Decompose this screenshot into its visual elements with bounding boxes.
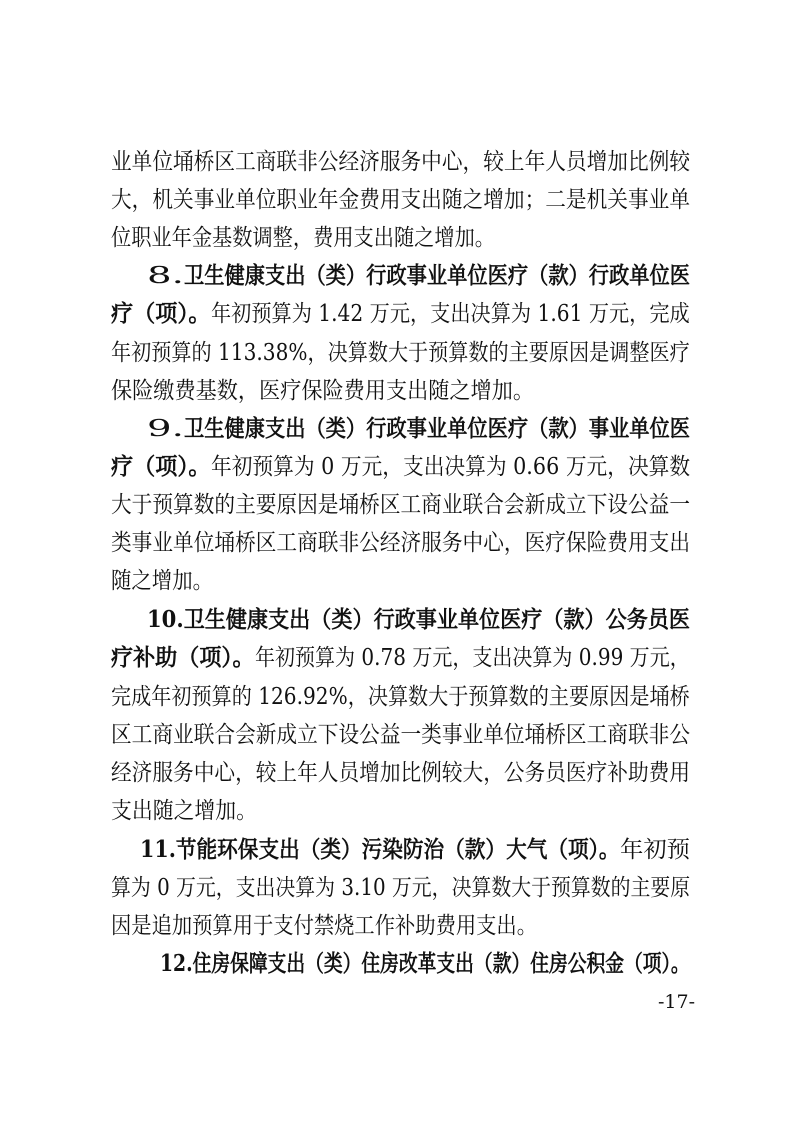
bold-heading-text [140, 830, 620, 870]
text-line [0, 294, 793, 334]
text-line [0, 485, 793, 525]
text-line [0, 333, 793, 373]
body-text-segment [111, 485, 690, 525]
text-run: 疗（项）。 [111, 300, 211, 327]
body-text-segment [111, 791, 257, 831]
text-run: 12.住房保障支出（类）住房改革支出（款）住房公积金（项）。 [160, 950, 690, 977]
text-line [0, 868, 793, 908]
body-text-segment [111, 333, 690, 373]
text-line [0, 371, 793, 411]
body-text-segment [620, 830, 690, 870]
body-text-segment [111, 868, 690, 908]
text-line [0, 447, 793, 487]
text-run: 疗（项）。 [111, 453, 211, 480]
bold-heading-text [160, 944, 690, 984]
text-line [0, 906, 793, 946]
bold-heading-text [111, 447, 211, 487]
bold-heading-text [111, 294, 211, 334]
text-run: 类事业单位埇桥区工商联非公经济服务中心，医疗保险费用支出 [111, 530, 690, 556]
body-text-segment [147, 256, 184, 296]
text-line [0, 600, 793, 640]
text-line [0, 638, 793, 678]
text-run: 大，机关事业单位职业年金费用支出随之增加；二是机关事业单 [111, 187, 690, 213]
text-line [0, 830, 793, 870]
text-line [0, 715, 793, 755]
bold-heading-text [184, 409, 690, 449]
text-line [0, 791, 793, 831]
text-line [0, 180, 793, 220]
text-run: 年初预算为 0 万元，支出决算为 0.66 万元，决算数 [211, 454, 690, 480]
body-text-segment [111, 715, 690, 755]
text-run: 支出随之增加。 [111, 798, 257, 824]
body-text-segment [111, 142, 690, 182]
text-run: 算为 0 万元，支出决算为 3.10 万元，决算数大于预算数的主要原 [111, 875, 690, 901]
text-run: 11.节能环保支出（类）污染防治（款）大气（项）。 [140, 836, 620, 863]
text-line [0, 523, 793, 563]
text-run: 随之增加。 [111, 568, 213, 594]
text-run: 年初预算为 1.42 万元，支出决算为 1.61 万元，完成 [211, 301, 690, 327]
text-line [0, 256, 793, 296]
text-run: 区工商业联合会新成立下设公益一类事业单位埇桥区工商联非公 [111, 722, 690, 748]
body-text-segment [111, 753, 690, 793]
text-line [0, 561, 793, 601]
text-run: 业单位埇桥区工商联非公经济服务中心，较上年人员增加比例较 [111, 149, 690, 175]
bold-heading-text [147, 600, 690, 640]
page-number: -17- [657, 991, 695, 1013]
body-text-segment [111, 218, 495, 258]
body-text-segment [211, 447, 690, 487]
text-run: 经济服务中心，较上年人员增加比例较大，公务员医疗补助费用 [111, 760, 690, 786]
body-text-segment [111, 523, 690, 563]
text-run: 位职业年金基数调整，费用支出随之增加。 [111, 225, 495, 251]
text-run: 9. [147, 416, 184, 442]
text-run: 保险缴费基数，医疗保险费用支出随之增加。 [111, 378, 534, 404]
text-run: 卫生健康支出（类）行政事业单位医疗（款）事业单位医 [184, 415, 690, 442]
text-line [0, 677, 793, 717]
body-text-segment [111, 561, 213, 601]
body-text-segment [111, 371, 534, 411]
body-text-segment [111, 180, 690, 220]
text-line [0, 142, 793, 182]
bold-heading-text [184, 256, 690, 296]
text-run: 因是追加预算用于支付禁烧工作补助费用支出。 [111, 913, 537, 939]
text-line [0, 409, 793, 449]
text-line [0, 753, 793, 793]
body-text-segment [211, 294, 690, 334]
body-text-segment [255, 638, 690, 678]
text-run: 疗补助（项）。 [111, 644, 255, 671]
text-run: 完成年初预算的 126.92%，决算数大于预算数的主要原因是埇桥 [111, 684, 690, 710]
text-run: 卫生健康支出（类）行政事业单位医疗（款）行政单位医 [184, 262, 690, 289]
body-text-segment [111, 677, 690, 717]
text-run: 年初预算的 113.38%，决算数大于预算数的主要原因是调整医疗 [111, 340, 690, 366]
text-run: 10.卫生健康支出（类）行政事业单位医疗（款）公务员医 [147, 606, 690, 633]
text-line [0, 218, 793, 258]
body-text-segment [111, 906, 537, 946]
text-run: 大于预算数的主要原因是埇桥区工商业联合会新成立下设公益一 [111, 492, 690, 518]
body-text-segment [147, 409, 184, 449]
bold-heading-text [111, 638, 255, 678]
text-line [0, 944, 793, 984]
text-run: 年初预 [620, 837, 690, 863]
text-run: 8. [147, 263, 184, 289]
text-run: 年初预算为 0.78 万元，支出决算为 0.99 万元， [255, 645, 690, 671]
